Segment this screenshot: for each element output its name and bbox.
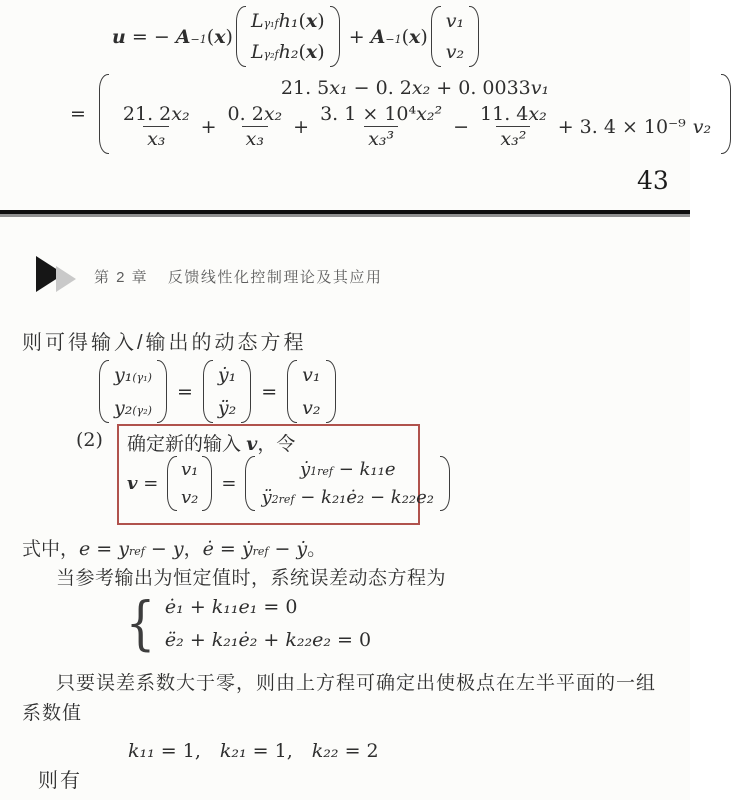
matrix-row — [218, 364, 236, 386]
math-token: v₁ — [181, 459, 199, 480]
math-token: A — [370, 25, 386, 48]
denominator — [242, 126, 268, 151]
math-token: − — [144, 538, 173, 560]
equals-sign — [177, 381, 193, 403]
math-token: h₁ — [278, 10, 299, 32]
matrix-row — [261, 487, 434, 508]
operator — [293, 116, 309, 138]
matrix-v-comp — [167, 456, 212, 511]
left-paren — [245, 456, 255, 511]
math-token: ，令 — [257, 434, 296, 455]
math-token: v₂ — [302, 397, 321, 419]
math-token: γ₁ — [263, 17, 275, 30]
math-token: ẏ₁ — [217, 364, 237, 386]
math-token: = — [90, 538, 119, 560]
paragraph-coefficients-line1: 只要误差系数大于零，则由上方程可确定出使极点在左半平面的一组 — [56, 673, 657, 694]
math-token: 。 — [307, 539, 327, 560]
equation-u-expanded — [70, 74, 734, 154]
math-token: 0. 2 — [227, 103, 264, 125]
paragraph-io-dynamics: 则可得输入/输出的动态方程 — [22, 332, 307, 354]
chapter-title: 反馈线性化控制理论及其应用 — [167, 269, 383, 286]
math-token: x₂² — [416, 103, 443, 125]
math-token: − — [453, 115, 470, 138]
math-token: v — [127, 473, 138, 494]
math-token: − — [268, 538, 297, 560]
math-token: ) — [420, 25, 428, 48]
equals-sign — [70, 103, 86, 125]
math-token: ė₁ — [164, 595, 184, 618]
matrix-row — [251, 10, 325, 32]
item-number: (2) — [76, 429, 103, 451]
math-token: = 1, — [154, 740, 220, 762]
right-paren — [440, 456, 450, 511]
fraction — [316, 102, 446, 151]
equation-io — [96, 360, 339, 423]
math-token: x₃ — [245, 128, 265, 150]
paragraph-error-definition — [22, 534, 326, 561]
math-token: x — [214, 25, 226, 48]
math-token: = — [213, 538, 242, 560]
system-row — [165, 596, 298, 618]
right-paren — [469, 6, 479, 67]
math-token: A — [175, 25, 191, 48]
fraction — [119, 102, 194, 151]
matrix-row — [181, 487, 198, 508]
math-token: 2ref — [271, 493, 295, 506]
math-token: 11. 4 — [480, 103, 529, 125]
math-token: − — [332, 459, 360, 480]
left-paren — [167, 456, 177, 511]
numerator — [119, 102, 194, 126]
math-token: = 0 — [331, 628, 372, 651]
matrix-ref-terms — [245, 456, 450, 511]
math-token: k₁₁e — [359, 459, 396, 480]
equation-mid — [343, 26, 428, 48]
matrix-row — [446, 10, 464, 32]
math-token: L — [250, 10, 264, 32]
math-token: e — [79, 538, 91, 560]
operator — [201, 116, 217, 138]
equals-sign — [221, 473, 236, 494]
equation-u-control-law — [112, 6, 482, 67]
math-token: v — [246, 433, 258, 455]
matrix-row — [181, 459, 198, 480]
paragraph-constant-reference: 当参考输出为恒定值时，系统误差动态方程为 — [56, 568, 447, 589]
math-token: −1 — [190, 32, 207, 46]
divider-gray-line — [0, 214, 690, 217]
math-token: ( — [206, 25, 215, 48]
math-token: x₂ — [411, 77, 431, 99]
term — [693, 116, 711, 138]
system-row — [165, 629, 371, 651]
math-token: ( — [298, 41, 306, 63]
math-token: x — [305, 41, 318, 63]
math-token: ， — [183, 539, 203, 560]
math-token: + — [183, 595, 212, 618]
math-token: + — [183, 628, 212, 651]
math-token: x₃² — [500, 128, 527, 150]
matrix-row — [281, 77, 549, 99]
math-token: k₁₁e₁ — [211, 595, 258, 618]
equation-k-values — [128, 736, 379, 763]
math-token: − — [294, 487, 322, 508]
paragraph-then-we-have: 则有 — [38, 770, 82, 792]
math-token: x₃ — [147, 128, 166, 150]
math-token: + — [293, 115, 310, 138]
left-paren — [99, 74, 109, 154]
math-token: 21. 2 — [122, 103, 172, 125]
left-paren — [287, 360, 297, 423]
math-token: v₁ — [445, 10, 465, 32]
fraction — [224, 102, 287, 151]
math-token: k₂₂ — [311, 740, 339, 762]
math-token: ) — [225, 25, 233, 48]
chapter-number: 第 2 章 — [94, 269, 149, 286]
math-token: = — [221, 473, 237, 494]
math-token: γ₂ — [263, 48, 275, 61]
math-token: y — [118, 538, 129, 560]
math-token: 3. 1 × 10⁴ — [320, 103, 417, 125]
denominator — [496, 126, 530, 151]
matrix-expanded — [99, 74, 731, 154]
math-token: v₁ — [530, 77, 550, 99]
paragraph-coefficients-line2: 系数值 — [22, 703, 83, 724]
math-token: + — [200, 115, 217, 138]
math-token: k₂₁ — [219, 740, 247, 762]
left-paren — [236, 6, 246, 67]
matrix-row — [251, 41, 325, 63]
math-token: ref — [129, 545, 145, 558]
matrix-y-gamma — [99, 360, 167, 423]
math-token: k₂₁ė₂ — [321, 487, 365, 508]
math-token: ẏ — [241, 538, 253, 560]
math-token: k₁₁ — [128, 740, 155, 762]
math-token: k₂₂e₂ — [285, 628, 331, 651]
matrix-row — [119, 102, 711, 151]
math-token: x₂ — [171, 103, 190, 125]
matrix-ydot — [203, 360, 251, 423]
math-token: x — [305, 10, 318, 32]
left-paren — [99, 360, 109, 423]
math-token: L — [250, 41, 264, 63]
math-token: x₂ — [263, 103, 283, 125]
math-token: (γ₂) — [132, 404, 152, 417]
math-token: ( — [298, 10, 306, 32]
page-divider — [0, 210, 690, 217]
left-paren — [431, 6, 441, 67]
math-token: x₂ — [528, 103, 547, 125]
math-token: ) — [317, 10, 325, 32]
equation-error-system — [122, 589, 372, 657]
math-token: ẏ — [299, 459, 311, 480]
math-token: = 0 — [257, 595, 298, 618]
math-token: ë₂ — [164, 628, 184, 651]
math-token: v₂ — [181, 487, 199, 508]
math-token: y — [172, 538, 184, 560]
math-token: 21. 5 — [280, 77, 330, 99]
matrix-row — [302, 397, 320, 419]
equation-lead — [127, 473, 164, 494]
numerator — [224, 102, 287, 126]
right-paren — [241, 360, 251, 423]
math-token: ( — [401, 25, 410, 48]
math-token: = 2 — [338, 740, 379, 762]
math-token: y₂ — [114, 397, 133, 419]
math-token: x — [409, 25, 421, 48]
denominator — [143, 126, 169, 151]
math-token: = — [70, 103, 86, 125]
equation-v — [127, 456, 453, 511]
math-token: ÿ₂ — [217, 397, 237, 419]
right-paren — [326, 360, 336, 423]
math-token: = — [137, 473, 164, 494]
math-token: f — [274, 48, 279, 61]
math-token: k₂₁ė₂ — [211, 628, 258, 651]
matrix-lfh — [236, 6, 340, 67]
numerator — [476, 102, 551, 126]
math-token: + 0. 0033 — [430, 77, 531, 99]
math-token: − — [364, 487, 391, 508]
matrix-row — [218, 397, 236, 419]
math-token: + 3. 4 × 10⁻⁹ — [557, 115, 686, 138]
operator — [453, 116, 469, 138]
math-token: ÿ — [261, 487, 272, 508]
box-title — [127, 429, 295, 456]
math-token: ė — [202, 538, 214, 560]
matrix-v2 — [287, 360, 335, 423]
page-number: 43 — [637, 166, 669, 195]
right-paren — [330, 6, 340, 67]
math-token: y₁ — [114, 364, 133, 386]
math-token: v₁ — [302, 364, 321, 386]
math-token: = — [176, 380, 193, 403]
math-token: v₂ — [692, 115, 712, 138]
math-token: 1ref — [310, 465, 333, 478]
math-token: = − — [125, 25, 176, 48]
math-token: ẏ — [296, 538, 308, 560]
fraction — [476, 102, 551, 151]
math-token: + — [257, 628, 286, 651]
chapter-arrow-icon — [36, 256, 76, 297]
red-highlight-box — [117, 424, 434, 525]
equals-sign — [261, 381, 277, 403]
denominator — [364, 126, 398, 151]
math-token: v₂ — [445, 41, 465, 63]
right-paren — [157, 360, 167, 423]
math-token: f — [274, 17, 279, 30]
matrix-row — [302, 364, 320, 386]
math-token: ref — [252, 545, 269, 558]
math-token: h₂ — [278, 41, 299, 63]
math-token: = — [261, 380, 278, 403]
numerator — [316, 102, 446, 126]
matrix-row — [446, 41, 464, 63]
chapter-header-text — [94, 266, 382, 287]
arrow-triangle-light — [56, 266, 76, 292]
left-brace: { — [125, 589, 156, 657]
matrix-row — [114, 364, 152, 386]
equation-lead — [112, 26, 233, 48]
matrix-row — [114, 397, 152, 419]
math-token: − 0. 2 — [347, 77, 412, 99]
chapter-header — [36, 256, 382, 297]
math-token: x₃³ — [368, 128, 395, 150]
operator — [558, 116, 686, 138]
matrix-v — [431, 6, 479, 67]
right-paren — [721, 74, 731, 154]
math-token: ) — [317, 41, 325, 63]
math-token: u — [112, 25, 126, 48]
left-paren — [203, 360, 213, 423]
math-token: (γ₁) — [132, 371, 152, 384]
math-token: = 1, — [246, 740, 312, 762]
math-token: −1 — [385, 32, 402, 46]
math-token: 式中， — [22, 539, 80, 560]
matrix-row — [300, 459, 396, 480]
right-paren — [202, 456, 212, 511]
math-token: + — [342, 25, 371, 48]
math-token: 确定新的输入 — [127, 434, 247, 455]
math-token: x₁ — [329, 77, 348, 99]
math-token: k₂₂e₂ — [390, 487, 434, 508]
